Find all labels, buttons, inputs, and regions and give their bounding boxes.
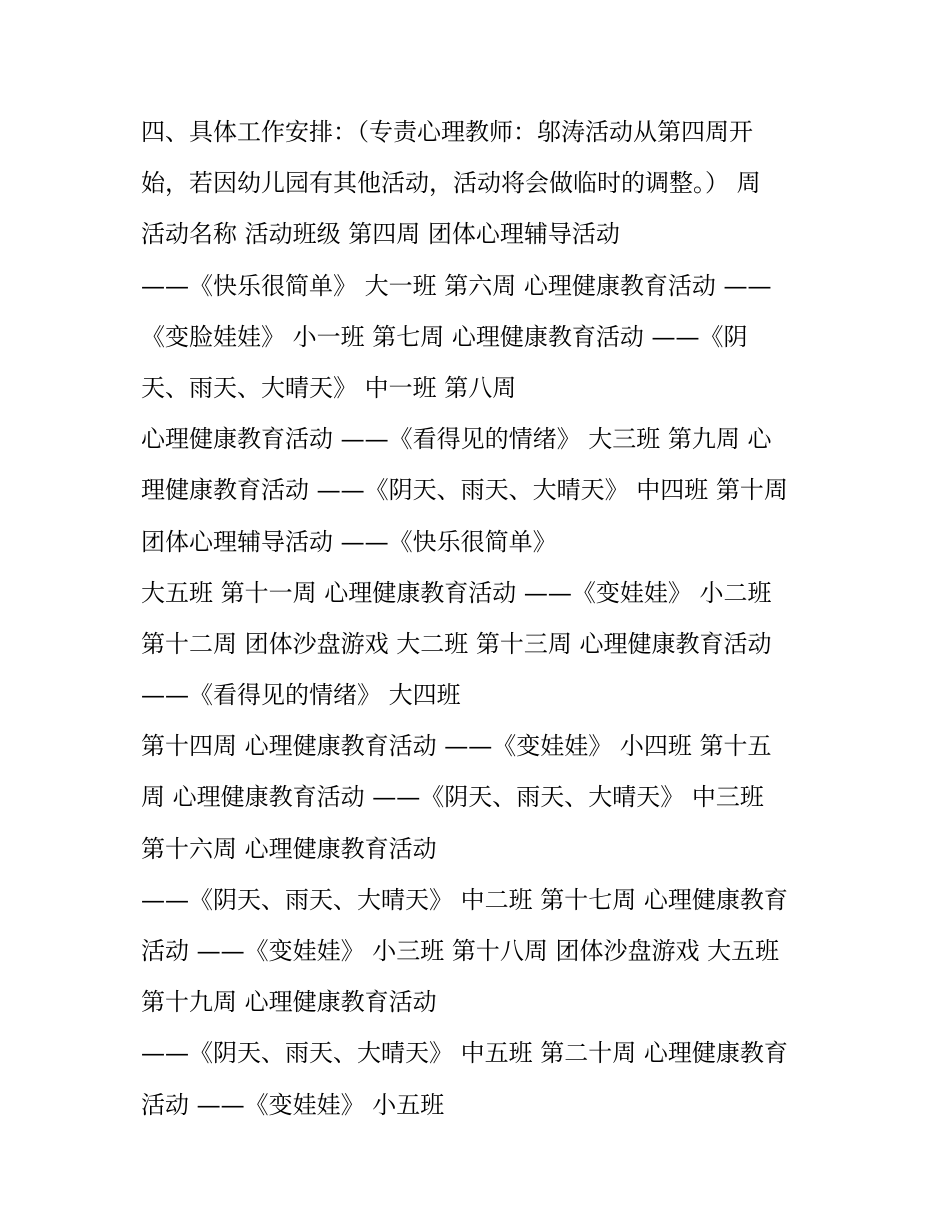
text-line: 理健康教育活动 ——《阴天、雨天、大晴天》 中四班 第十周 bbox=[141, 476, 788, 505]
text-line: 第十二周 团体沙盘游戏 大二班 第十三周 心理健康教育活动 bbox=[141, 629, 772, 658]
text-line: 第十九周 心理健康教育活动 bbox=[141, 988, 437, 1017]
text-line: 团体心理辅导活动 ——《快乐很简单》 bbox=[141, 527, 557, 556]
text-line: ——《快乐很简单》 大一班 第六周 心理健康教育活动 —— bbox=[141, 271, 772, 300]
text-line: ——《阴天、雨天、大晴天》 中五班 第二十周 心理健康教育 bbox=[141, 1039, 788, 1068]
text-line: 周 心理健康教育活动 ——《阴天、雨天、大晴天》 中三班 bbox=[141, 783, 764, 812]
text-line: 第十四周 心理健康教育活动 ——《变娃娃》 小四班 第十五 bbox=[141, 732, 772, 761]
text-line: 始，若因幼儿园有其他活动，活动将会做临时的调整。） 周 bbox=[141, 169, 761, 198]
text-line: 活动名称 活动班级 第四周 团体心理辅导活动 bbox=[141, 220, 620, 249]
text-line: 活动 ——《变娃娃》 小五班 bbox=[141, 1090, 445, 1119]
text-line: 天、雨天、大晴天》 中一班 第八周 bbox=[141, 373, 517, 402]
text-line: ——《看得见的情绪》 大四班 bbox=[141, 681, 461, 710]
text-line: 四、具体工作安排：（专责心理教师：邬涛活动从第四周开 bbox=[141, 118, 753, 146]
text-line: 《变脸娃娃》 小一班 第七周 心理健康教育活动 ——《阴 bbox=[141, 322, 748, 351]
text-line: ——《阴天、雨天、大晴天》 中二班 第十七周 心理健康教育 bbox=[141, 885, 788, 914]
text-line: 大五班 第十一周 心理健康教育活动 ——《变娃娃》 小二班 bbox=[141, 578, 772, 607]
text-line: 心理健康教育活动 ——《看得见的情绪》 大三班 第九周 心 bbox=[141, 425, 772, 454]
text-line: 第十六周 心理健康教育活动 bbox=[141, 834, 437, 863]
body-text bbox=[141, 107, 821, 1131]
text-line: 活动 ——《变娃娃》 小三班 第十八周 团体沙盘游戏 大五班 bbox=[141, 937, 780, 965]
